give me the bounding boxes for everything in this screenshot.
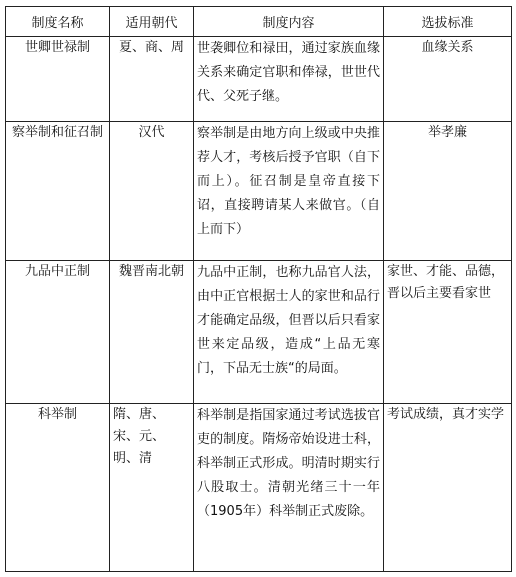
row-1-dynasty: 夏、商、周 (110, 37, 194, 122)
table-header-row (6, 7, 512, 37)
table-row (6, 122, 512, 261)
row-1-content: 世袭卿位和禄田，通过家族血缘关系来确定官职和俸禄，世世代代、父死子继。 (194, 37, 384, 122)
row-3-content: 九品中正制，也称九品官人法，由中正官根据士人的家世和品行才能确定品级，但晋以后只看家世来定品级，造成“上品无寒门，下品无士族“的局面。 (194, 261, 384, 404)
table-row (6, 404, 512, 572)
row-2-name: 察举制和征召制 (6, 122, 110, 261)
header-dynasty: 适用朝代 (110, 7, 194, 37)
row-3-name: 九品中正制 (6, 261, 110, 404)
row-4-dynasty: 隋、唐、宋、元、明、清 (110, 404, 194, 572)
system-comparison-table (5, 6, 512, 572)
table-row (6, 37, 512, 122)
row-4-standard: 考试成绩，真才实学 (384, 404, 512, 572)
row-1-standard: 血缘关系 (384, 37, 512, 122)
row-3-standard: 家世、才能、品德，晋以后主要看家世 (384, 261, 512, 404)
header-content: 制度内容 (194, 7, 384, 37)
row-2-standard: 举孝廉 (384, 122, 512, 261)
row-2-content: 察举制是由地方向上级或中央推荐人才，考核后授予官职（自下而上）。征召制是皇帝直接下诏，直接聘请某人来做官。（自上而下） (194, 122, 384, 261)
row-2-dynasty: 汉代 (110, 122, 194, 261)
header-system-name: 制度名称 (6, 7, 110, 37)
row-1-name: 世卿世禄制 (6, 37, 110, 122)
row-4-content: 科举制是指国家通过考试选拔官吏的制度。隋炀帝始设进士科，科举制正式形成。明清时期实行八股取士。清朝光绪三十一年（1905年）科举制正式废除。 (194, 404, 384, 572)
row-3-dynasty: 魏晋南北朝 (110, 261, 194, 404)
table-row (6, 261, 512, 404)
header-standard: 选拔标准 (384, 7, 512, 37)
row-4-name: 科举制 (6, 404, 110, 572)
